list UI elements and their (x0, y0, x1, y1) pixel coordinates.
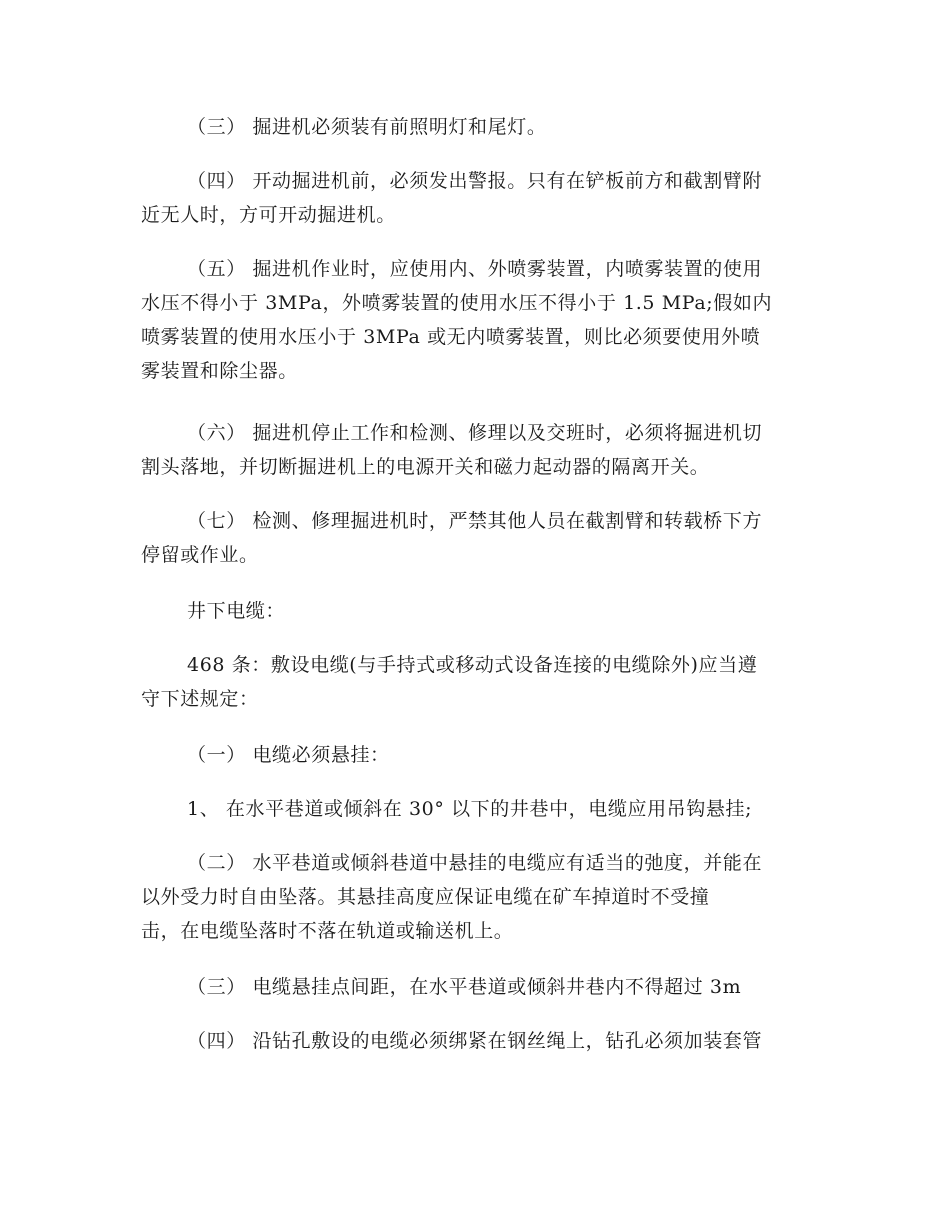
text-line: 守下述规定： (141, 688, 259, 710)
section-heading-underground-cable (141, 594, 821, 628)
text-line: （四） 开动掘进机前，必须发出警报。只有在铲板前方和截割臂附 (187, 170, 763, 192)
paragraph-item-3b (141, 970, 821, 1004)
paragraph-item-4b (141, 1024, 821, 1058)
text-line: （七） 检测、修理掘进机时，严禁其他人员在截割臂和转载桥下方 (187, 510, 763, 532)
text-line: 停留或作业。 (141, 544, 259, 566)
text-line: 近无人时，方可开动掘进机。 (141, 204, 396, 226)
paragraph-item-1 (141, 738, 821, 772)
text-line: （五） 掘进机作业时，应使用内、外喷雾装置，内喷雾装置的使用 (187, 258, 763, 280)
text-line: （一） 电缆必须悬挂： (187, 744, 390, 766)
paragraph-item-6 (141, 416, 821, 484)
text-line: （六） 掘进机停止工作和检测、修理以及交班时，必须将掘进机切 (187, 422, 763, 444)
text-line: 井下电缆： (187, 600, 286, 622)
text-line: 以外受力时自由坠落。其悬挂高度应保证电缆在矿车掉道时不受撞 (141, 886, 710, 908)
paragraph-item-5 (141, 252, 821, 388)
text-line: 击，在电缆坠落时不落在轨道或输送机上。 (141, 920, 514, 942)
text-line: 喷雾装置的使用水压小于 3MPa 或无内喷雾装置，则比必须要使用外喷 (141, 326, 761, 348)
article-468 (141, 648, 821, 716)
text-line: 雾装置和除尘器。 (141, 360, 298, 382)
text-line: 1、 在水平巷道或倾斜在 30° 以下的井巷中，电缆应用吊钩悬挂; (187, 798, 753, 820)
paragraph-item-7 (141, 504, 821, 572)
paragraph-item-3 (141, 110, 821, 144)
paragraph-item-4 (141, 164, 821, 232)
sub-item-1 (141, 792, 821, 826)
text-line: （二） 水平巷道或倾斜巷道中悬挂的电缆应有适当的弛度，并能在 (187, 852, 763, 874)
text-line: 468 条：敷设电缆(与手持式或移动式设备连接的电缆除外)应当遵 (187, 654, 758, 676)
text-line: （三） 掘进机必须装有前照明灯和尾灯。 (187, 116, 547, 138)
text-line: 割头落地，并切断掘进机上的电源开关和磁力起动器的隔离开关。 (141, 456, 710, 478)
text-line: （四） 沿钻孔敷设的电缆必须绑紧在钢丝绳上，钻孔必须加装套管 (187, 1030, 763, 1052)
paragraph-item-2 (141, 846, 821, 948)
text-line: （三） 电缆悬挂点间距，在水平巷道或倾斜井巷内不得超过 3m (187, 976, 742, 998)
text-line: 水压不得小于 3MPa，外喷雾装置的使用水压不得小于 1.5 MPa;假如内 (141, 292, 773, 314)
